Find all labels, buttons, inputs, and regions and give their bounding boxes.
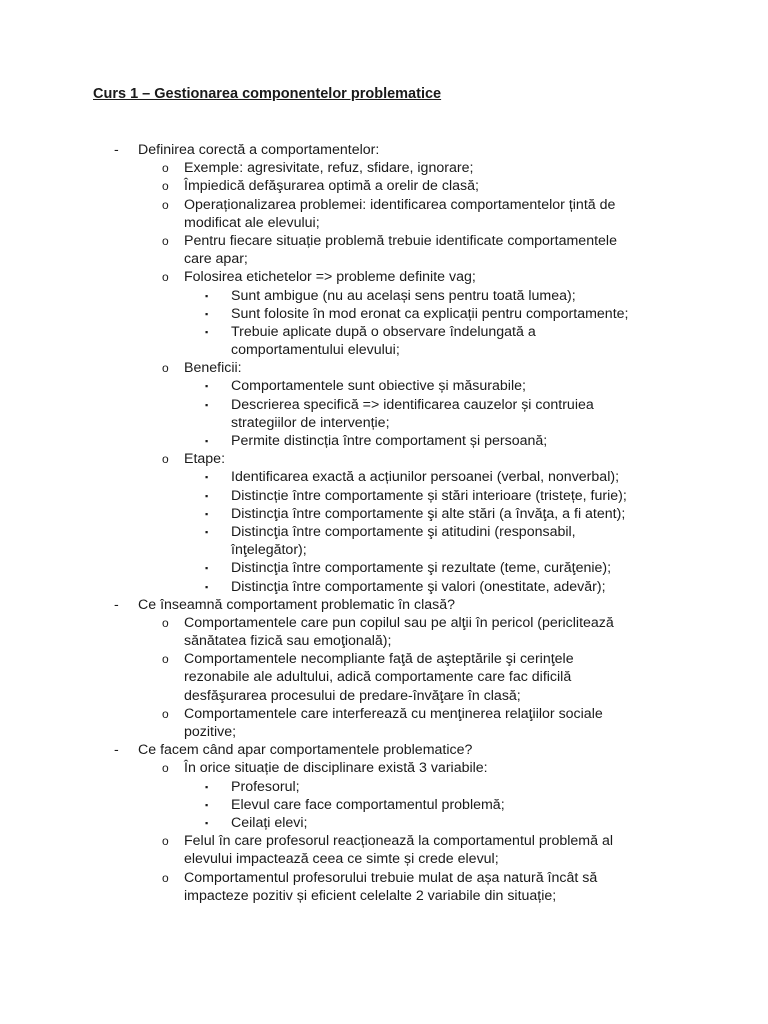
list-item-level-3: [0, 377, 768, 395]
list-item-level-3: [0, 341, 768, 359]
list-item-level-3: [0, 505, 768, 523]
list-item-level-2: [0, 450, 768, 468]
circle-bullet: o: [162, 452, 169, 467]
list-item-level-2: [0, 214, 768, 232]
list-item-level-2: [0, 196, 768, 214]
square-bullet-icon: ▪: [205, 399, 209, 410]
list-item-text: pozitive;: [184, 724, 237, 740]
list-item-text: Definirea corectă a comportamentelor:: [138, 142, 380, 158]
square-bullet-icon: ▪: [205, 581, 209, 592]
list-item-text: modificat ale elevului;: [184, 214, 320, 231]
list-item-level-3: [0, 814, 768, 832]
list-item-level-2: [0, 723, 768, 741]
list-item-text: sănătatea fizică sau emoţională);: [184, 633, 392, 650]
list-item-level-3: [0, 287, 768, 305]
circle-bullet: o: [162, 197, 169, 212]
list-item-level-3: [0, 487, 768, 505]
list-item-text: înţelegător);: [231, 542, 307, 559]
list-item-level-2: [0, 614, 768, 632]
list-item-text: rezonabile ale adultului, adică comportamente care fac dificilă: [184, 669, 572, 686]
list-item-level-3: [0, 541, 768, 559]
list-item-level-1: [0, 596, 768, 614]
square-bullet-icon: ▪: [205, 781, 209, 792]
square-bullet-icon: ▪: [205, 490, 209, 501]
list-item-level-2: [0, 869, 768, 887]
list-item-level-3: [0, 796, 768, 814]
list-item-level-2: [0, 650, 768, 668]
list-item-level-3: [0, 414, 768, 432]
list-item-text: Beneficii:: [184, 360, 242, 377]
square-bullet-icon: ▪: [205, 436, 209, 446]
list-item-level-3: [0, 559, 768, 577]
circle-bullet: o: [162, 179, 169, 194]
list-item-text: Felul în care profesorul reacționează la comportamentul problemă al: [184, 833, 613, 850]
square-bullet-icon: ▪: [205, 563, 209, 574]
bullet-list: [0, 141, 768, 905]
square-bullet-icon: ▪: [205, 308, 209, 319]
list-item-text: Distincţia între comportamente şi atitudini (responsabil,: [231, 523, 576, 540]
list-item-level-3: [0, 778, 768, 796]
square-bullet-icon: ▪: [205, 326, 209, 337]
list-item-text: Ce înseamnă comportament problematic în clasă?: [138, 596, 456, 613]
list-item-level-3: [0, 432, 768, 450]
list-item-level-2: [0, 177, 768, 195]
square-bullet-icon: ▪: [205, 526, 209, 537]
square-bullet-icon: ▪: [205, 381, 209, 392]
list-item-text: Distincție între comportamente și stări interioare (tristețe, furie);: [231, 487, 627, 504]
list-item-level-2: [0, 268, 768, 286]
list-item-level-2: [0, 832, 768, 850]
list-item-text: Descrierea specifică => identificarea cauzelor și contruiea: [231, 396, 594, 413]
list-item-text: Pentru fiecare situație problemă trebuie identificate comportamentele: [184, 232, 617, 249]
list-item-level-2: [0, 850, 768, 868]
square-bullet-icon: ▪: [205, 290, 209, 301]
dash-bullet: -: [114, 742, 119, 759]
list-item-text: Ceilați elevi;: [231, 814, 308, 831]
list-item-text: care apar;: [184, 251, 248, 268]
list-item-text: Comportamentele sunt obiective și măsurabile;: [231, 378, 526, 395]
list-item-text: Identificarea exactă a acțiunilor persoanei (verbal, nonverbal);: [231, 469, 620, 486]
list-item-text: comportamentului elevului;: [231, 342, 400, 359]
list-item-text: În orice situație de disciplinare există 3 variabile:: [184, 760, 488, 777]
list-item-level-3: [0, 305, 768, 323]
list-item-level-2: [0, 632, 768, 650]
circle-bullet: o: [162, 270, 169, 285]
list-item-text: Sunt ambigue (nu au același sens pentru toată lumea);: [231, 287, 576, 304]
dash-bullet: -: [114, 596, 119, 613]
circle-bullet: o: [162, 870, 169, 885]
list-item-text: strategiilor de intervenție;: [231, 414, 390, 431]
list-item-level-2: [0, 232, 768, 250]
list-item-text: Profesorul;: [231, 778, 300, 795]
list-item-text: Sunt folosite în mod eronat ca explicații pentru comportamente;: [231, 305, 629, 322]
list-item-text: Ce facem când apar comportamentele problematice?: [138, 742, 473, 759]
list-item-level-3: [0, 578, 768, 596]
list-item-level-1: [0, 741, 768, 759]
list-item-level-2: [0, 687, 768, 705]
list-item-level-2: [0, 359, 768, 377]
list-item-text: Distincţia între comportamente şi valori (onestitate, adevăr);: [231, 578, 606, 595]
list-item-level-2: [0, 759, 768, 777]
list-item-level-3: [0, 323, 768, 341]
circle-bullet: o: [162, 161, 169, 176]
list-item-text: Elevul care face comportamentul problemă;: [231, 796, 505, 813]
list-item-level-1: [0, 141, 768, 159]
list-item-level-2: [0, 705, 768, 723]
list-item-text: Distincţia între comportamente şi rezultate (teme, curăţenie);: [231, 560, 612, 577]
list-item-text: Operaționalizarea problemei: identificarea comportamentelor țintă de: [184, 196, 616, 213]
list-item-level-2: [0, 159, 768, 177]
circle-bullet: o: [162, 615, 169, 630]
list-item-text: Comportamentele necompliante faţă de aşteptările şi cerinţele: [184, 651, 574, 668]
list-item-text: elevului impactează ceea ce simte și crede elevul;: [184, 851, 499, 868]
list-item-level-2: [0, 887, 768, 905]
square-bullet-icon: ▪: [205, 472, 209, 483]
list-item-text: Etape:: [184, 451, 226, 468]
list-item-text: Folosirea etichetelor => probleme definite vag;: [184, 269, 476, 286]
dash-bullet: -: [114, 142, 119, 158]
square-bullet-icon: ▪: [205, 817, 209, 828]
list-item-text: Comportamentul profesorului trebuie mulat de așa natură încât să: [184, 869, 598, 886]
list-item-text: Comportamentele care pun copilul sau pe alţii în pericol (periclitează: [184, 614, 614, 631]
list-item-text: Permite distincția între comportament și persoană;: [231, 433, 548, 449]
circle-bullet: o: [162, 761, 169, 776]
list-item-text: Trebuie aplicate după o observare îndelungată a: [231, 323, 536, 340]
square-bullet-icon: ▪: [205, 508, 209, 519]
circle-bullet: o: [162, 652, 169, 667]
list-item-text: Exemple: agresivitate, refuz, sfidare, ignorare;: [184, 160, 474, 177]
list-item-text: Împiedică defăşurarea optimă a orelir de clasă;: [184, 178, 479, 195]
page-title: Curs 1 – Gestionarea componentelor problematice: [93, 86, 442, 102]
list-item-level-3: [0, 523, 768, 541]
circle-bullet: o: [162, 233, 169, 248]
list-item-level-2: [0, 668, 768, 686]
list-item-text: desfăşurarea procesului de predare-învăţare în clasă;: [184, 687, 521, 704]
list-item-level-3: [0, 468, 768, 486]
list-item-text: Distincţia între comportamente şi alte stări (a învăţa, a fi atent);: [231, 505, 626, 522]
circle-bullet: o: [162, 834, 169, 849]
list-item-level-3: [0, 396, 768, 414]
list-item-text: Comportamentele care interferează cu menţinerea relaţiilor sociale: [184, 705, 603, 722]
square-bullet-icon: ▪: [205, 799, 209, 810]
circle-bullet: o: [162, 706, 169, 721]
circle-bullet: o: [162, 361, 169, 376]
list-item-level-2: [0, 250, 768, 268]
list-item-text: impacteze pozitiv și eficient celelalte 2 variabile din situație;: [184, 887, 557, 904]
